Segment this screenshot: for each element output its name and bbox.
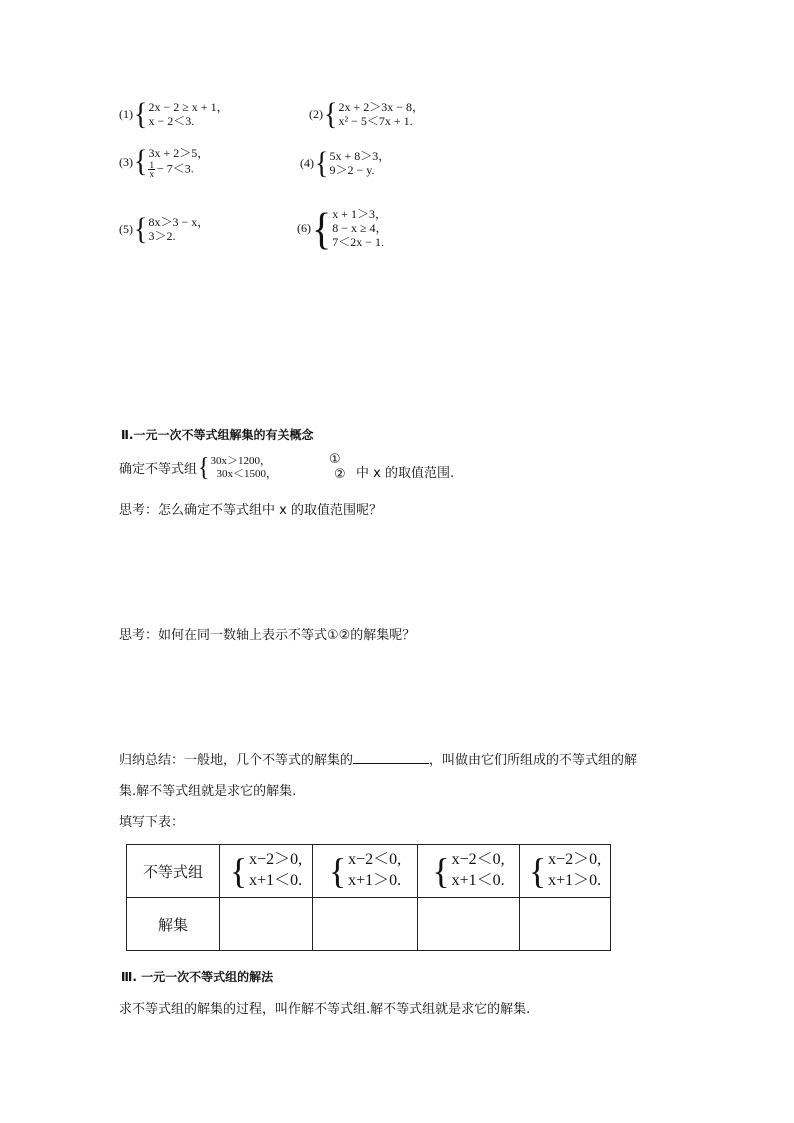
system-label: (6) [297,220,311,235]
solution-table [126,844,611,951]
system-label: (2) [309,107,323,122]
determine-line [119,455,277,480]
table-row [127,845,611,898]
think-question-1: 思考：怎么确定不等式组中 x 的取值范围呢？ [119,503,382,518]
system-line: 2x − 2 ≥ x + 1， [148,100,229,115]
system-1 [119,97,229,132]
brace-icon: { [528,851,547,891]
system-line: 5x + 8＞3， [329,149,391,164]
system-line: 3x + 2＞5， [148,146,210,160]
summary-line-2: 集.解不等式组就是求它的解集. [119,784,297,799]
system-6 [297,203,388,253]
determine-prefix: 确定不等式组 [119,462,198,478]
answer-blank[interactable] [353,751,429,764]
determine-suffix: 中 x 的取值范围. [356,466,455,481]
table-system-cell: { x−2＜0, x+1＜0. [418,845,520,898]
system-line: x + 1＞3， [332,207,387,221]
section-3-text: 求不等式组的解集的过程，叫作解不等式组.解不等式组就是求它的解集. [119,1002,531,1017]
solution-answer-cell[interactable] [418,898,520,951]
inequality-system [197,455,277,480]
system-2 [309,97,424,132]
system-5 [119,212,210,247]
brace-icon: { [229,851,248,891]
circle-marker-2: ② [334,467,346,482]
system-line: 8 − x ≥ 4， [332,220,388,235]
brace-icon: { [324,97,338,132]
table-system-cell: { x−2＞0, x+1＞0. [520,845,611,898]
system-label: (5) [119,222,133,237]
solution-answer-cell[interactable] [220,898,313,951]
system-line: x − 2＜3. [148,114,195,128]
summary-line-1 [119,749,637,768]
system-line: 7＜2x − 1. [332,234,384,249]
think-question-2: 思考：如何在同一数轴上表示不等式①②的解集呢？ [119,628,416,643]
fill-instruction: 填写下表： [119,815,185,830]
solution-answer-cell[interactable] [520,898,611,951]
section-3-title: Ⅲ. 一元一次不等式组的解法 [121,970,274,984]
brace-icon: { [328,851,347,891]
system-line: 30x＜1500， [216,467,278,480]
system-label: (3) [119,154,133,169]
table-header-cell: 不等式组 [127,845,220,898]
system-line: 2x + 2＞3x − 8， [338,100,424,115]
table-system-cell: { x−2＞0, x+1＜0. [220,845,313,898]
table-row [127,898,611,951]
system-3 [119,144,210,179]
brace-icon: { [312,203,332,253]
section-2-title: Ⅱ.一元一次不等式组解集的有关概念 [121,428,314,442]
brace-icon: { [134,144,148,179]
system-4 [300,146,391,181]
system-label: (4) [300,156,314,171]
circle-marker-1: ① [329,452,341,467]
system-line: $\frac{1}{x}$ − 7＜3. [149,159,194,179]
brace-icon: { [315,146,329,181]
brace-icon: { [134,97,148,132]
system-label: (1) [119,107,133,122]
solution-answer-cell[interactable] [313,898,418,951]
brace-icon: { [432,851,450,891]
system-line: 8x＞3 − x， [148,215,210,230]
fraction: $\frac{1}{x}$ [149,159,154,179]
brace-icon: { [198,453,210,482]
table-system-cell: { x−2＜0, x+1＞0. [313,845,418,898]
system-line: x² − 5＜7x + 1. [338,114,413,128]
table-header-cell: 解集 [127,898,220,951]
system-line: 3＞2. [148,229,176,243]
summary-text: 归纳总结：一般地，几个不等式的解集的 [119,753,354,768]
brace-icon: { [134,212,148,247]
system-line: 30x＞1200， [210,455,272,467]
summary-text: ，叫做由它们所组成的不等式组的解 [429,753,638,768]
system-line: 9＞2 − y. [329,163,375,177]
